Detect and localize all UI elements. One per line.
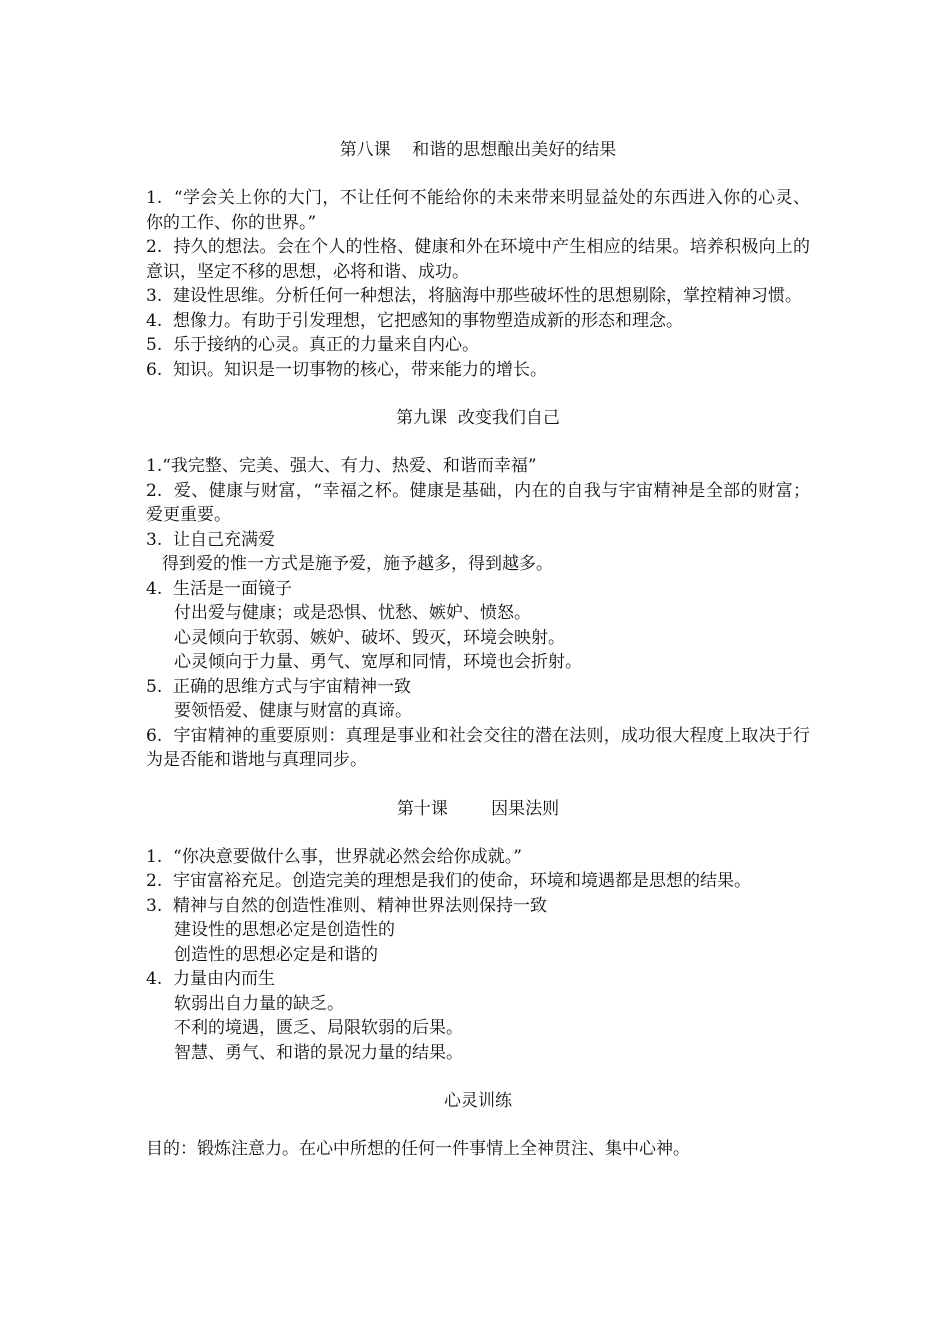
lesson9-item-5-detail: 要领悟爱、健康与财富的真谛。 (174, 701, 412, 721)
lesson10-item-4-detail-3: 智慧、勇气、和谐的景况力量的结果。 (174, 1042, 463, 1063)
lesson9-item-5: 5. 正确的思维方式与宇宙精神一致 (146, 676, 412, 697)
lesson9-item-4-detail-2: 心灵倾向于软弱、嫉妒、破坏、毁灭，环境会映射。 (174, 627, 565, 648)
lesson8-item-4: 4. 想像力。有助于引发理想，它把感知的事物塑造成新的形态和理念。 (146, 310, 684, 331)
lesson8-title: 第八课 和谐的思想酿出美好的结果 (339, 140, 617, 160)
lesson10-item-3-detail-2: 创造性的思想必定是和谐的 (174, 944, 378, 965)
lesson10-item-3: 3. 精神与自然的创造性准则、精神世界法则保持一致 (146, 895, 548, 916)
lesson9-item-4-detail-3: 心灵倾向于力量、勇气、宽厚和同情，环境也会折射。 (174, 652, 582, 672)
lesson9-item-6: 6. 宇宙精神的重要原则：真理是事业和社会交往的潜在法则，成功很大程度上取决于行为是否能和谐地与真理同步。 (146, 725, 810, 770)
lesson8-item-1: 1. “学会关上你的大门，不让任何不能给你的未来带来明显益处的东西进入你的心灵、你的工作、你的世界。” (146, 188, 810, 233)
lesson9-item-4-detail-1: 付出爱与健康；或是恐惧、忧愁、嫉妒、愤怒。 (174, 603, 531, 623)
lesson10-item-4: 4. 力量由内而生 (146, 969, 276, 989)
lesson9-item-3-detail: 得到爱的惟一方式是施予爱，施予越多，得到越多。 (162, 554, 553, 574)
lesson10-item-4-detail-1: 软弱出自力量的缺乏。 (174, 993, 344, 1014)
lesson10-item-2: 2. 宇宙富裕充足。创造完美的理想是我们的使命，环境和境遇都是思想的结果。 (146, 871, 752, 891)
document-page (146, 138, 810, 1162)
lesson9-item-3: 3. 让自己充满爱 (146, 529, 276, 550)
lesson8-item-6: 6. 知识。知识是一切事物的核心，带来能力的增长。 (146, 359, 548, 380)
lesson10-item-3-detail-1: 建设性的思想必定是创造性的 (174, 920, 395, 940)
lesson8-item-3: 3. 建设性思维。分析任何一种想法，将脑海中那些破坏性的思想剔除，掌控精神习惯。 (146, 286, 803, 306)
lesson10-item-1: 1. “你决意要做什么事，世界就必然会给你成就。” (146, 846, 522, 867)
lesson9-item-4: 4. 生活是一面镜子 (146, 578, 293, 599)
training-title: 心灵训练 (444, 1091, 512, 1111)
lesson10-title: 第十课 因果法则 (396, 798, 560, 819)
lesson9-title: 第九课 改变我们自己 (396, 408, 560, 428)
lesson8-item-5: 5. 乐于接纳的心灵。真正的力量来自内心。 (146, 335, 480, 355)
training-purpose: 目的：锻炼注意力。在心中所想的任何一件事情上全神贯注、集中心神。 (146, 1139, 690, 1159)
lesson9-item-1: 1.“我完整、完美、强大、有力、热爱、和谐而幸福” (146, 456, 537, 476)
lesson9-item-2: 2. 爱、健康与财富，“幸福之杯。健康是基础，内在的自我与宇宙精神是全部的财富；爱更重要。 (146, 480, 810, 525)
lesson10-item-4-detail-2: 不利的境遇，匮乏、局限软弱的后果。 (174, 1018, 463, 1038)
lesson8-item-2: 2. 持久的想法。会在个人的性格、健康和外在环境中产生相应的结果。培养积极向上的意识，坚定不移的思想，必将和谐、成功。 (146, 237, 810, 282)
